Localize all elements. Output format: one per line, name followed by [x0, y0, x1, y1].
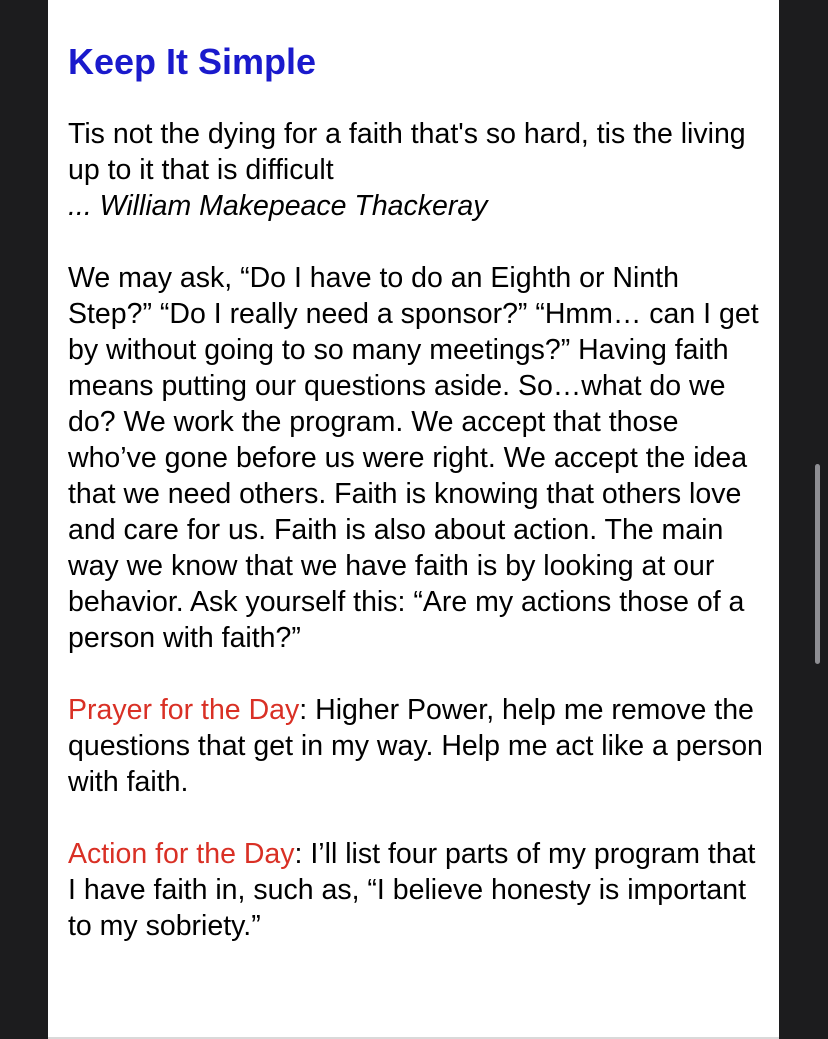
spacer	[68, 656, 768, 692]
quote-text: Tis not the dying for a faith that's so hard, tis the living up to it that is difficult	[68, 118, 746, 186]
body-paragraph: We may ask, “Do I have to do an Eighth or Ninth Step?” “Do I really need a sponsor?” “Hmm… can I get by without going to so many meetings?” Having faith means putting our questions aside. So…what do we do? We work the program. We accept that those who’ve gone before us were right. We accept the idea that we need others. Faith is knowing that others love and care for us. Faith is also about action. The main way we know that we have faith is by looking at our behavior. Ask yourself this: “Are my actions those of a person with faith?”	[68, 262, 759, 654]
spacer	[68, 800, 768, 836]
quote-author: ... William Makepeace Thackeray	[68, 190, 488, 222]
article-content	[68, 38, 768, 944]
prayer-label: Prayer for the Day	[68, 694, 300, 726]
prayer-text: Higher Power, help me remove the questions that get in my way. Help me act like a person with faith.	[68, 694, 763, 798]
reading-page	[48, 0, 779, 1039]
opening-quote	[68, 116, 768, 224]
spacer	[68, 224, 768, 260]
action-label: Action for the Day	[68, 838, 295, 870]
action-paragraph	[68, 836, 768, 944]
prayer-paragraph	[68, 692, 768, 800]
prayer-separator: :	[299, 694, 308, 726]
action-text: I’ll list four parts of my program that I have faith in, such as, “I believe honesty is important to my sobriety.”	[68, 838, 756, 942]
article-title: Keep It Simple	[68, 41, 317, 82]
action-separator: :	[294, 838, 303, 870]
vertical-scrollbar[interactable]	[815, 464, 820, 664]
